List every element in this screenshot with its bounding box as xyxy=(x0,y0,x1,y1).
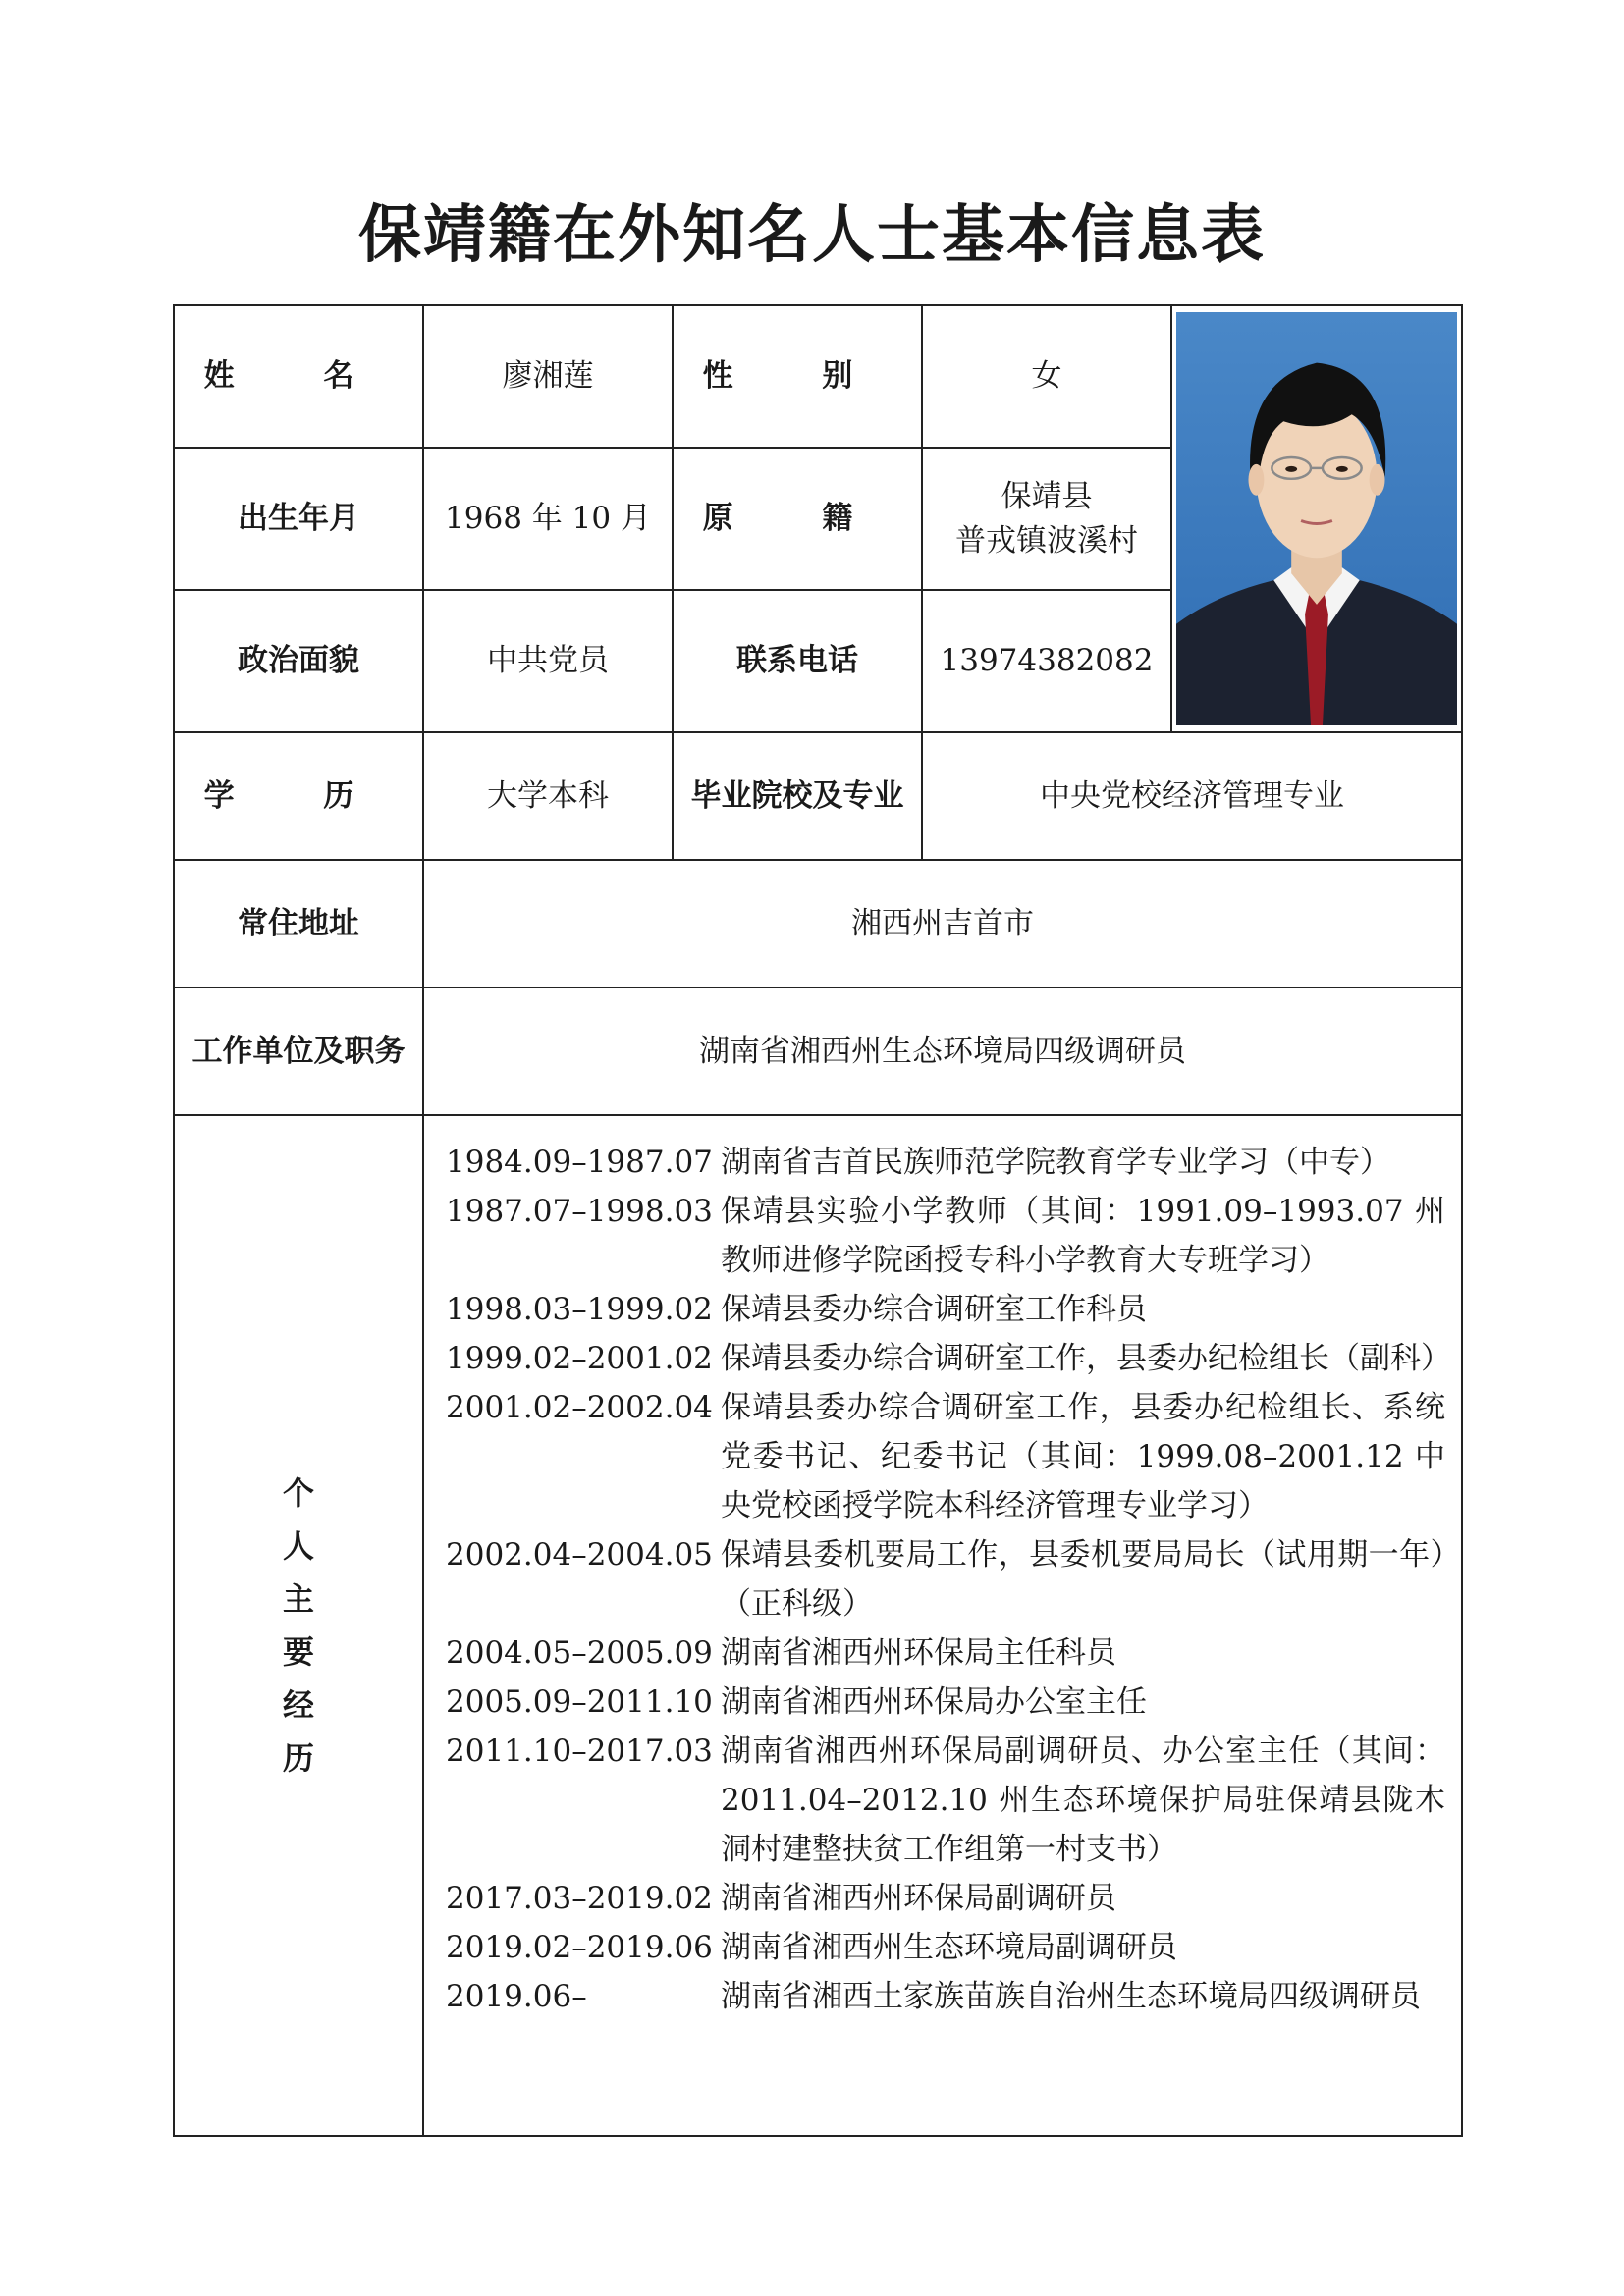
experience-item xyxy=(446,1138,1445,1187)
value-phone: 13974382082 xyxy=(922,590,1171,732)
experience-date: 2019.06– xyxy=(446,1979,587,2014)
experience-list xyxy=(423,1115,1462,2136)
origin-line-2: 普戎镇波溪村 xyxy=(955,522,1138,559)
label-school: 毕业院校及专业 xyxy=(673,732,922,860)
experience-date: 1999.02–2001.02 xyxy=(446,1341,713,1376)
experience-date: 1984.09–1987.07 xyxy=(446,1145,713,1180)
experience-char: 要 xyxy=(282,1633,314,1671)
experience-desc: 湖南省湘西州环保局副调研员 xyxy=(721,1881,1116,1916)
experience-date: 2004.05–2005.09 xyxy=(446,1635,713,1671)
experience-item xyxy=(446,1629,1445,1678)
value-birth: 1968 年 10 月 xyxy=(423,448,673,590)
value-work: 湖南省湘西州生态环境局四级调研员 xyxy=(423,988,1462,1115)
experience-date: 2019.02–2019.06 xyxy=(446,1930,713,1965)
experience-desc: 保靖县委办综合调研室工作科员 xyxy=(721,1292,1147,1327)
experience-char: 个 xyxy=(282,1474,314,1512)
experience-date: 2005.09–2011.10 xyxy=(446,1684,713,1720)
value-name: 廖湘莲 xyxy=(423,305,673,448)
experience-date: 1987.07–1998.03 xyxy=(446,1194,713,1229)
experience-desc: 保靖县实验小学教师（其间：1991.09–1993.07 州教师进修学院函授专科小学教育大专班学习） xyxy=(721,1194,1445,1278)
experience-char: 历 xyxy=(282,1739,314,1777)
label-experience xyxy=(174,1115,423,2136)
experience-item xyxy=(446,1727,1445,1874)
info-table xyxy=(173,304,1463,2137)
experience-item xyxy=(446,1972,1445,2021)
value-school: 中央党校经济管理专业 xyxy=(922,732,1462,860)
experience-desc: 湖南省湘西土家族苗族自治州生态环境局四级调研员 xyxy=(721,1979,1421,2014)
experience-char: 主 xyxy=(282,1580,314,1618)
experience-item xyxy=(446,1678,1445,1727)
page-title: 保靖籍在外知名人士基本信息表 xyxy=(358,199,1266,272)
experience-char: 经 xyxy=(282,1686,314,1724)
value-politics: 中共党员 xyxy=(423,590,673,732)
experience-item xyxy=(446,1187,1445,1285)
experience-desc: 湖南省湘西州环保局办公室主任 xyxy=(721,1684,1147,1720)
value-origin xyxy=(922,448,1171,590)
label-politics: 政治面貌 xyxy=(174,590,423,732)
label-name: 姓 名 xyxy=(174,305,423,448)
value-gender: 女 xyxy=(922,305,1171,448)
experience-item xyxy=(446,1334,1451,1383)
label-birth: 出生年月 xyxy=(174,448,423,590)
value-address: 湘西州吉首市 xyxy=(423,860,1462,988)
label-education: 学 历 xyxy=(174,732,423,860)
experience-item xyxy=(446,1874,1445,1923)
experience-date: 2001.02–2002.04 xyxy=(446,1390,713,1425)
experience-desc: 湖南省湘西州环保局副调研员、办公室主任（其间：2011.04–2012.10 州生态环境保护局驻保靖县陇木洞村建整扶贫工作组第一村支书） xyxy=(721,1734,1445,1867)
experience-char: 人 xyxy=(282,1527,314,1565)
experience-desc: 保靖县委机要局工作，县委机要局局长（试用期一年）（正科级） xyxy=(721,1537,1445,1622)
experience-date: 2002.04–2004.05 xyxy=(446,1537,713,1573)
experience-item xyxy=(446,1530,1445,1629)
label-origin: 原 籍 xyxy=(673,448,922,590)
experience-date: 2017.03–2019.02 xyxy=(446,1881,713,1916)
portrait-photo xyxy=(1176,312,1457,725)
experience-item xyxy=(446,1285,1445,1334)
origin-line-1: 保靖县 xyxy=(1001,478,1093,514)
label-address: 常住地址 xyxy=(174,860,423,988)
value-education: 大学本科 xyxy=(423,732,673,860)
experience-item xyxy=(446,1923,1445,1972)
experience-date: 2011.10–2017.03 xyxy=(446,1734,713,1769)
experience-desc: 湖南省吉首民族师范学院教育学专业学习（中专） xyxy=(721,1145,1390,1180)
experience-date: 1998.03–1999.02 xyxy=(446,1292,713,1327)
experience-desc: 湖南省湘西州环保局主任科员 xyxy=(721,1635,1116,1671)
experience-item xyxy=(446,1383,1445,1530)
label-phone: 联系电话 xyxy=(673,590,922,732)
label-gender: 性 别 xyxy=(673,305,922,448)
experience-desc: 湖南省湘西州生态环境局副调研员 xyxy=(721,1930,1177,1965)
label-work: 工作单位及职务 xyxy=(174,988,423,1115)
experience-desc: 保靖县委办综合调研室工作，县委办纪检组长（副科） xyxy=(721,1341,1451,1376)
experience-desc: 保靖县委办综合调研室工作，县委办纪检组长、系统党委书记、纪委书记（其间：1999.08–2001.12 中央党校函授学院本科经济管理专业学习） xyxy=(721,1390,1445,1523)
portrait-photo-cell xyxy=(1171,305,1462,732)
